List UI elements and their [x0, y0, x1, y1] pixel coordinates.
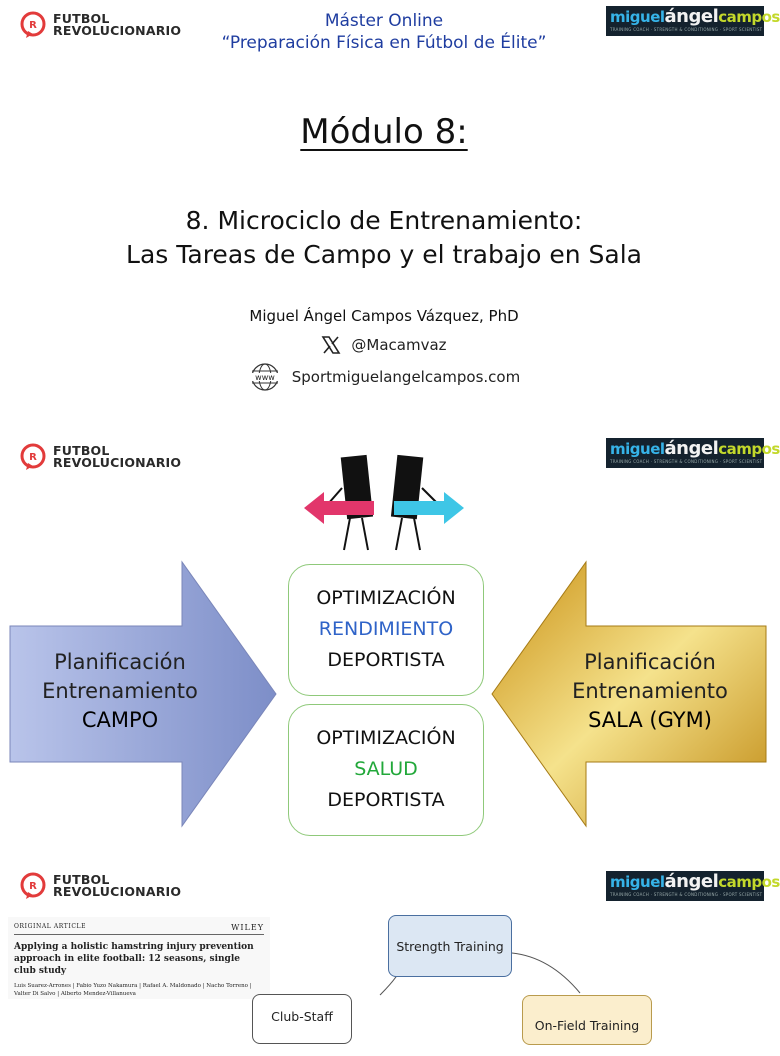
- fr-circle-arrow-icon: [18, 442, 48, 472]
- logo-part-1: miguel: [610, 440, 665, 458]
- box1-line-2: RENDIMIENTO: [318, 618, 454, 640]
- master-line-2: “Preparación Física en Fútbol de Élite”: [221, 33, 547, 53]
- x-logo-icon: [321, 335, 341, 355]
- club-staff-node: Club-Staff: [252, 994, 352, 1044]
- author-name: Miguel Ángel Campos Vázquez, PhD: [249, 307, 519, 325]
- miguel-angel-campos-logo: [606, 438, 780, 468]
- rendimiento-box: [288, 564, 484, 696]
- sala-line-3: SALA (GYM): [588, 708, 712, 732]
- strength-training-node: Strength Training: [388, 915, 512, 977]
- sala-line-2: Entrenamiento: [572, 679, 728, 703]
- logo-line-2: REVOLUCIONARIO: [53, 455, 182, 470]
- logo-tagline: TRAINING COACH · STRENGTH & CONDITIONING · SPORT SCIENTIST: [610, 27, 763, 32]
- subtitle-line-1: 8. Microciclo de Entrenamiento:: [185, 206, 583, 235]
- logo-part-2: ángel: [664, 6, 719, 27]
- globe-www-icon: [248, 362, 282, 392]
- logo-tagline: TRAINING COACH · STRENGTH & CONDITIONING · SPORT SCIENTIST: [610, 892, 763, 897]
- logo-line-1: FUTBOL: [53, 443, 110, 458]
- module-heading: Módulo 8:: [300, 112, 468, 152]
- logo-line-2: REVOLUCIONARIO: [53, 884, 182, 899]
- logo-part-3: campos: [718, 440, 780, 458]
- slide-title: [0, 0, 780, 410]
- campo-line-2: Entrenamiento: [42, 679, 198, 703]
- svg-text:R: R: [29, 452, 37, 463]
- fr-circle-arrow-icon: [18, 871, 48, 901]
- box1-line-3: DEPORTISTA: [327, 649, 445, 671]
- sala-line-1: Planificación: [584, 650, 716, 674]
- logo-part-3: campos: [718, 8, 780, 26]
- two-figures-opposite-arrows-icon: [298, 448, 470, 560]
- futbol-revolucionario-logo: [18, 442, 181, 472]
- box2-line-1: OPTIMIZACIÓN: [316, 727, 456, 749]
- logo-line-1: FUTBOL: [53, 11, 110, 26]
- on-field-training-node: On-Field Training: [522, 995, 652, 1045]
- svg-text:R: R: [29, 881, 37, 892]
- futbol-revolucionario-logo: [18, 871, 181, 901]
- campo-line-1: Planificación: [54, 650, 186, 674]
- salud-box: [288, 704, 484, 836]
- logo-tagline: TRAINING COACH · STRENGTH & CONDITIONING · SPORT SCIENTIST: [610, 459, 763, 464]
- svg-text:R: R: [29, 20, 37, 31]
- logo-part-2: ángel: [664, 438, 719, 459]
- logo-part-1: miguel: [610, 8, 665, 26]
- box2-line-2: SALUD: [354, 758, 418, 780]
- logo-part-1: miguel: [610, 873, 665, 891]
- logo-part-3: campos: [718, 873, 780, 891]
- x-handle[interactable]: @Macamvaz: [351, 336, 447, 354]
- publisher-logo: WILEY: [231, 923, 264, 932]
- website-link[interactable]: Sportmiguelangelcampos.com: [291, 368, 521, 386]
- campo-line-3: CAMPO: [81, 708, 159, 732]
- campo-arrow-label: [20, 648, 220, 735]
- logo-line-1: FUTBOL: [53, 872, 110, 887]
- website-row: [0, 362, 768, 392]
- article-title: Applying a holistic hamstring injury prevention approach in elite football: 12 seasons, single club study: [14, 942, 254, 976]
- logo-line-2: REVOLUCIONARIO: [53, 23, 182, 38]
- box2-line-3: DEPORTISTA: [327, 789, 445, 811]
- x-handle-row: [0, 335, 768, 355]
- miguel-angel-campos-logo: [606, 6, 780, 36]
- article-authors: Luis Suarez-Arrones | Fabio Yuzo Nakamura | Rafael A. Maldonado | Nacho Torreno | Valter Di Salvo | Alberto Mendez-Villanueva: [14, 983, 252, 997]
- slide-hamstring-study: [0, 855, 780, 1033]
- slide-campo-sala: [0, 420, 780, 840]
- logo-part-2: ángel: [664, 871, 719, 892]
- article-snippet: [8, 917, 270, 999]
- sala-arrow-label: [545, 648, 755, 735]
- module-subtitle: [0, 204, 768, 272]
- article-label: ORIGINAL ARTICLE: [14, 923, 87, 930]
- svg-text:www: www: [254, 373, 275, 382]
- subtitle-line-2: Las Tareas de Campo y el trabajo en Sala: [126, 240, 642, 269]
- box1-line-1: OPTIMIZACIÓN: [316, 587, 456, 609]
- master-line-1: Máster Online: [324, 11, 444, 31]
